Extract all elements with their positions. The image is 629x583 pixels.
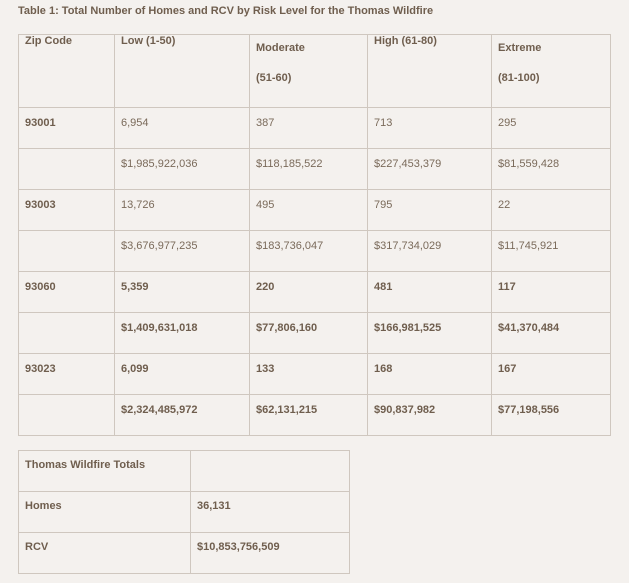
rcv-high-cell: $90,837,982 <box>368 395 492 436</box>
homes-extreme-cell: 295 <box>492 108 611 149</box>
zip-code-cell: 93003 <box>19 190 115 231</box>
empty-cell <box>19 231 115 272</box>
table-row-rcv <box>19 149 611 190</box>
rcv-moderate-cell: $183,736,047 <box>250 231 368 272</box>
header-extreme-label: Extreme <box>498 42 542 54</box>
totals-title: Thomas Wildfire Totals <box>19 451 191 492</box>
rcv-moderate-cell: $118,185,522 <box>250 149 368 190</box>
homes-moderate-cell: 495 <box>250 190 368 231</box>
table-header-row <box>19 35 611 108</box>
homes-moderate-cell: 133 <box>250 354 368 395</box>
header-low: Low (1-50) <box>115 35 250 108</box>
rcv-high-cell: $227,453,379 <box>368 149 492 190</box>
totals-homes-label: Homes <box>19 492 191 533</box>
homes-high-cell: 795 <box>368 190 492 231</box>
header-moderate-label: Moderate <box>256 42 305 54</box>
homes-extreme-cell: 117 <box>492 272 611 313</box>
table-row-homes <box>19 190 611 231</box>
rcv-extreme-cell: $41,370,484 <box>492 313 611 354</box>
table-row-homes <box>19 354 611 395</box>
table-row-rcv <box>19 313 611 354</box>
empty-cell <box>19 149 115 190</box>
empty-cell <box>191 451 350 492</box>
table-row-rcv <box>19 231 611 272</box>
rcv-low-cell: $2,324,485,972 <box>115 395 250 436</box>
rcv-low-cell: $1,409,631,018 <box>115 313 250 354</box>
header-extreme-range: (81-100) <box>498 72 540 84</box>
totals-row-rcv <box>19 533 350 574</box>
homes-extreme-cell: 22 <box>492 190 611 231</box>
homes-low-cell: 6,954 <box>115 108 250 149</box>
totals-row-homes <box>19 492 350 533</box>
rcv-moderate-cell: $62,131,215 <box>250 395 368 436</box>
header-high: High (61-80) <box>368 35 492 108</box>
homes-low-cell: 5,359 <box>115 272 250 313</box>
totals-rcv-label: RCV <box>19 533 191 574</box>
zip-code-cell: 93001 <box>19 108 115 149</box>
table-caption: Table 1: Total Number of Homes and RCV by Risk Level for the Thomas Wildfire <box>18 5 434 17</box>
rcv-high-cell: $317,734,029 <box>368 231 492 272</box>
table-row-homes <box>19 108 611 149</box>
header-zip-code: Zip Code <box>19 35 115 108</box>
homes-high-cell: 481 <box>368 272 492 313</box>
homes-low-cell: 6,099 <box>115 354 250 395</box>
homes-high-cell: 713 <box>368 108 492 149</box>
rcv-extreme-cell: $77,198,556 <box>492 395 611 436</box>
rcv-extreme-cell: $11,745,921 <box>492 231 611 272</box>
totals-homes-value: 36,131 <box>191 492 350 533</box>
rcv-high-cell: $166,981,525 <box>368 313 492 354</box>
totals-table <box>18 450 350 574</box>
rcv-low-cell: $3,676,977,235 <box>115 231 250 272</box>
empty-cell <box>19 313 115 354</box>
zip-code-cell: 93023 <box>19 354 115 395</box>
homes-extreme-cell: 167 <box>492 354 611 395</box>
table-row-rcv <box>19 395 611 436</box>
header-extreme <box>492 35 611 108</box>
homes-high-cell: 168 <box>368 354 492 395</box>
homes-low-cell: 13,726 <box>115 190 250 231</box>
homes-moderate-cell: 220 <box>250 272 368 313</box>
rcv-extreme-cell: $81,559,428 <box>492 149 611 190</box>
homes-moderate-cell: 387 <box>250 108 368 149</box>
header-moderate <box>250 35 368 108</box>
zip-code-cell: 93060 <box>19 272 115 313</box>
risk-level-table <box>18 34 611 436</box>
totals-rcv-value: $10,853,756,509 <box>191 533 350 574</box>
empty-cell <box>19 395 115 436</box>
totals-header-row <box>19 451 350 492</box>
rcv-moderate-cell: $77,806,160 <box>250 313 368 354</box>
header-moderate-range: (51-60) <box>256 72 292 84</box>
table-row-homes <box>19 272 611 313</box>
rcv-low-cell: $1,985,922,036 <box>115 149 250 190</box>
